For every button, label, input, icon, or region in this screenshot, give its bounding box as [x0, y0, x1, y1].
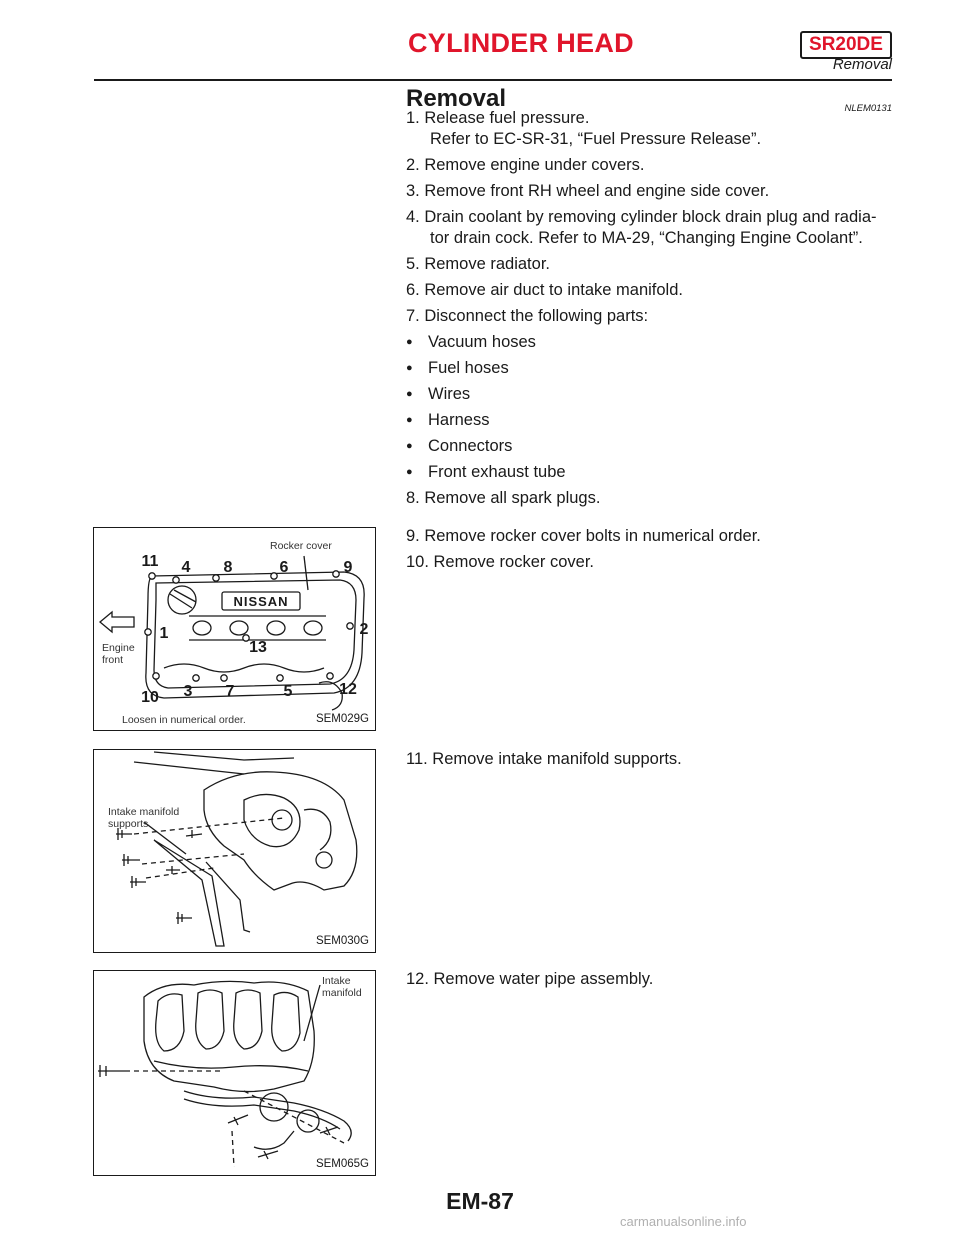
step-1: 1. Release fuel pressure.	[406, 109, 590, 127]
rocker-cover-illustration	[94, 528, 375, 729]
bullet-icon: ●	[406, 414, 413, 426]
removal-steps-9-10	[406, 526, 896, 573]
label-engine-front-line1: Engine	[102, 642, 135, 654]
nissan-brand-plate: NISSAN	[233, 594, 289, 609]
bolt-number: 2	[359, 621, 369, 638]
label-rocker-cover: Rocker cover	[270, 540, 332, 552]
removal-steps-1-8	[406, 108, 896, 509]
water-pipe-illustration	[94, 971, 375, 1174]
bolt-number: 9	[343, 559, 353, 576]
page-header-subtitle: Removal	[832, 56, 892, 73]
label-intake-manifold-supports-line1: Intake manifold	[108, 806, 180, 818]
step-9: 9. Remove rocker cover bolts in numerical order.	[406, 527, 761, 545]
figure-code: SEM030G	[315, 935, 369, 947]
section-reference-code: NLEM0131	[844, 103, 892, 114]
bolt-number: 13	[249, 639, 267, 656]
bolt-number: 4	[181, 559, 191, 576]
step-5: 5. Remove radiator.	[406, 255, 550, 273]
figure-water-pipe-assembly	[93, 970, 376, 1176]
step-10: 10. Remove rocker cover.	[406, 553, 594, 571]
bullet-icon: ●	[406, 440, 413, 452]
step-12: 12. Remove water pipe assembly.	[406, 970, 654, 988]
part-item: ● Wires	[406, 385, 471, 403]
bullet-icon: ●	[406, 466, 413, 478]
step-4: 4. Drain coolant by removing cylinder block drain plug and radia-	[406, 208, 877, 226]
label-intake-manifold-line1: Intake	[322, 975, 351, 987]
step-8: 8. Remove all spark plugs.	[406, 489, 601, 507]
header-rule	[94, 79, 892, 81]
section-title: Removal	[406, 85, 507, 112]
figure-rocker-cover-bolt-order	[93, 527, 376, 731]
label-engine-front-line2: front	[102, 654, 124, 666]
bolt-number: 7	[225, 683, 235, 700]
bolt-number: 11	[141, 553, 159, 570]
step-2: 2. Remove engine under covers.	[406, 156, 645, 174]
removal-step-11	[406, 749, 896, 770]
bolt-number: 3	[183, 683, 193, 700]
intake-manifold-support-illustration	[94, 750, 375, 951]
page-header-title: CYLINDER HEAD	[408, 28, 634, 58]
part-item: ● Fuel hoses	[406, 359, 509, 377]
step-1-reference: Refer to EC-SR-31, “Fuel Pressure Release”.	[430, 130, 762, 148]
step-7: 7. Disconnect the following parts:	[406, 307, 649, 325]
label-intake-manifold-line2: manifold	[322, 987, 362, 999]
bolt-number: 12	[339, 681, 357, 698]
label-intake-manifold-supports-line2: supports	[108, 818, 149, 830]
part-item: ● Connectors	[406, 437, 513, 455]
watermark: carmanualsonline.info	[620, 1214, 747, 1229]
label-loosen-order: Loosen in numerical order.	[122, 714, 246, 726]
step-11: 11. Remove intake manifold supports.	[406, 750, 682, 768]
part-item: ● Vacuum hoses	[406, 333, 536, 351]
bolt-number: 8	[223, 559, 233, 576]
bullet-icon: ●	[406, 336, 413, 348]
bolt-number: 5	[283, 683, 293, 700]
engine-code-badge: SR20DE	[800, 31, 892, 59]
step-4-continued: tor drain cock. Refer to MA-29, “Changing Engine Coolant”.	[430, 229, 863, 247]
bullet-icon: ●	[406, 362, 413, 374]
step-6: 6. Remove air duct to intake manifold.	[406, 281, 683, 299]
bullet-icon: ●	[406, 388, 413, 400]
bolt-number: 6	[279, 559, 289, 576]
part-item: ● Harness	[406, 411, 490, 429]
part-item: ● Front exhaust tube	[406, 463, 566, 481]
page-number: EM-87	[446, 1188, 514, 1214]
step-3: 3. Remove front RH wheel and engine side cover.	[406, 182, 770, 200]
figure-code: SEM029G	[315, 713, 369, 725]
bolt-number: 1	[159, 625, 169, 642]
figure-code: SEM065G	[315, 1158, 369, 1170]
figure-intake-manifold-supports	[93, 749, 376, 953]
removal-step-12	[406, 969, 896, 990]
bolt-number: 10	[141, 689, 159, 706]
